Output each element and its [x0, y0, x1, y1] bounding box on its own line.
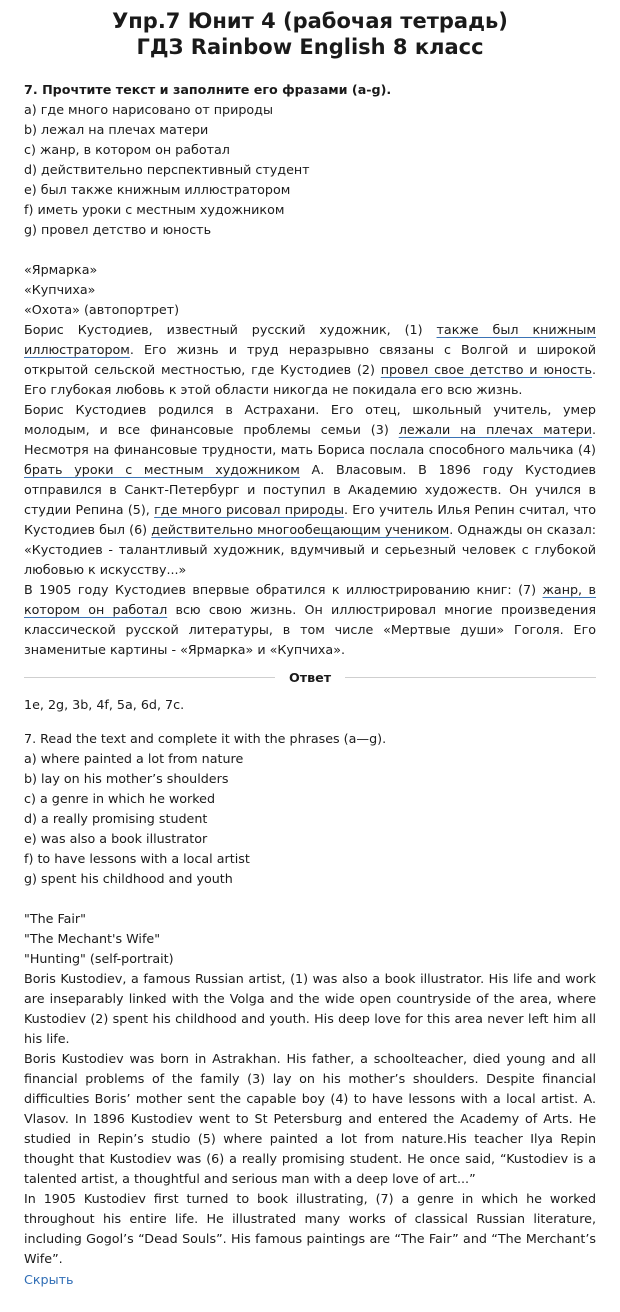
ru-paragraph-1: Борис Кустодиев, известный русский художник, (1) также был книжным иллюстратором. Его жизнь и труд неразрывно связаны с Волгой и широкой открытой сельской местностью, где Кустодиев (2) провел свое детство и юность. Его глубокая любовь к этой области никогда не покидала его всю жизнь.: [24, 322, 596, 397]
ru-paragraph-2: Борис Кустодиев родился в Астрахани. Его отец, школьный учитель, умер молодым, и все финансовые проблемы семьи (3) лежали на плечах матери. Несмотря на финансовые трудности, мать Бориса послала способного мальчика (4) брать уроки с местным художником А. Власовым. В 1896 году Кустодиев отправился в Санкт-Петербург и поступил в Академию художеств. Он учился в студии Репина (5), где много рисовал природы. Его учитель Илья Репин считал, что Кустодиев был (6) действительно многообещающим учеником. Однажды он сказал: «Кустодиев - талантливый художник, вдумчивый и серьезный человек с глубокой любовью к искусству...»: [24, 402, 597, 577]
ru-answer-4: брать уроки с местным художником: [24, 462, 300, 477]
en-phrase-d: d) a really promising student: [24, 811, 208, 826]
ru-answer-7: жанр, в котором он работал: [24, 582, 596, 617]
ru-phrase-e: e) был также книжным иллюстратором: [24, 182, 291, 197]
divider-rule-right: [345, 677, 596, 678]
ru-paragraph-3: В 1905 году Кустодиев впервые обратился к иллюстрированию книг: (7) жанр, в котором он работал всю свою жизнь. Он иллюстрировал многие произведения классической русской литературы, в том числе «Мертвые души» Гоголя. Его знаменитые картины - «Ярмарка» и «Купчиха».: [24, 582, 596, 657]
ru-phrase-d: d) действительно перспективный студент: [24, 162, 310, 177]
en-paragraph-3: In 1905 Kustodiev first turned to book illustrating, (7) a genre in which he worked throughout his entire life. He illustrated many works of classical Russian literature, including Gogol’s “Dead Souls”. His famous paintings are “The Fair” and “The Merchant’s Wife”.: [24, 1191, 596, 1266]
answer-divider: [24, 670, 596, 685]
russian-section: [24, 80, 596, 660]
en-painting-3: "Hunting" (self-portrait): [24, 951, 174, 966]
divider-rule-left: [24, 677, 275, 678]
ru-painting-2: «Купчиха»: [24, 282, 96, 297]
ru-answer-5: где много рисовал природы: [154, 502, 344, 517]
ru-answer-2: провел свое детство и юность: [380, 362, 592, 377]
en-phrase-e: e) was also a book illustrator: [24, 831, 208, 846]
en-task-heading: 7. Read the text and complete it with the phrases (a—g).: [24, 731, 387, 746]
title-line-2: ГДЗ Rainbow English 8 класс: [136, 35, 484, 59]
ru-phrase-a: a) где много нарисовано от природы: [24, 102, 273, 117]
en-paragraph-2: Boris Kustodiev was born in Astrakhan. His father, a schoolteacher, died young and all financial problems of the family (3) lay on his mother’s shoulders. Despite financial difficulties Boris’ mother sent the capable boy (4) to have lessons with a local artist. A. Vlasov. In 1896 Kustodiev went to St Petersburg and entered the Academy of Arts. He studied in Repin’s studio (5) where painted a lot from nature.His teacher Ilya Repin thought that Kustodiev was (6) a really promising student. He once said, “Kustodiev is a talented artist, a thoughtful and serious man with a deep love of art...”: [24, 1051, 596, 1186]
en-painting-1: "The Fair": [24, 911, 86, 926]
en-phrase-g: g) spent his childhood and youth: [24, 871, 233, 886]
en-phrase-a: a) where painted a lot from nature: [24, 751, 244, 766]
ru-painting-3: «Охота» (автопортрет): [24, 302, 180, 317]
answer-label: Ответ: [288, 670, 332, 685]
ru-phrase-f: f) иметь уроки с местным художником: [24, 202, 285, 217]
hide-link[interactable]: Скрыть: [24, 1272, 74, 1287]
ru-answer-1: также был книжным иллюстратором: [24, 322, 596, 357]
page-title: [24, 8, 596, 60]
answer-keys: 1e, 2g, 3b, 4f, 5a, 6d, 7c.: [24, 697, 185, 712]
ru-painting-1: «Ярмарка»: [24, 262, 98, 277]
ru-phrase-b: b) лежал на плечах матери: [24, 122, 209, 137]
ru-phrase-c: c) жанр, в котором он работал: [24, 142, 230, 157]
english-section: [24, 729, 596, 1269]
ru-answer-6: действительно многообещающим учеником: [151, 522, 450, 537]
ru-task-heading: 7. Прочтите текст и заполните его фразами (a-g).: [24, 82, 392, 97]
en-phrase-c: c) a genre in which he worked: [24, 791, 216, 806]
ru-answer-3: лежали на плечах матери: [398, 422, 592, 437]
en-phrase-f: f) to have lessons with a local artist: [24, 851, 250, 866]
title-line-1: Упр.7 Юнит 4 (рабочая тетрадь): [112, 9, 508, 33]
en-painting-2: "The Mechant's Wife": [24, 931, 161, 946]
en-paragraph-1: Boris Kustodiev, a famous Russian artist, (1) was also a book illustrator. His life and work are inseparably linked with the Volga and the wide open countryside of the area, where Kustodiev (2) spent his childhood and youth. His deep love for this area never left him all his life.: [24, 971, 596, 1046]
en-phrase-b: b) lay on his mother’s shoulders: [24, 771, 229, 786]
ru-phrase-g: g) провел детство и юность: [24, 222, 212, 237]
